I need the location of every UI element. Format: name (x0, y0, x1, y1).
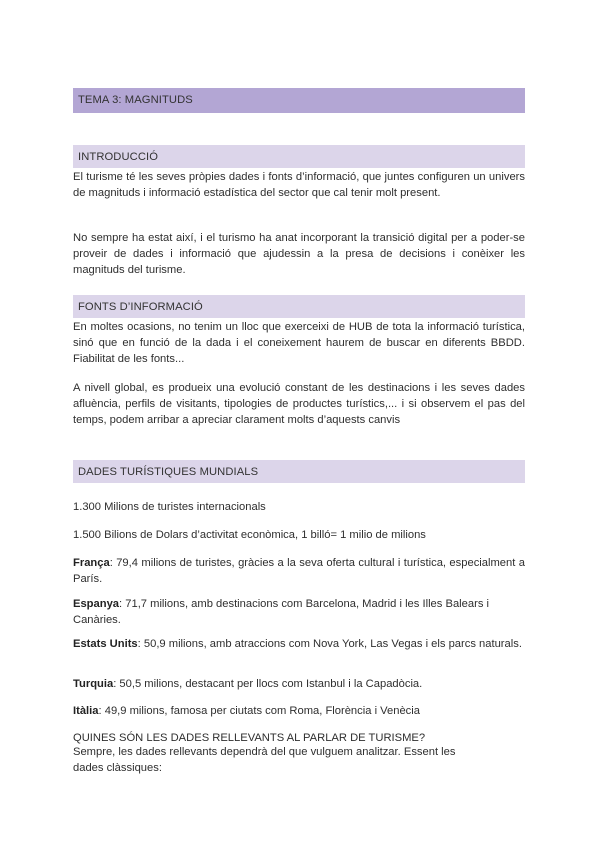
country-spain (73, 596, 525, 628)
fonts-paragraph-2: A nivell global, es produeix una evolució constant de les destinacions i les seves dades afluència, perfils de visitants, tipologies de productes turístics,... i si observem el pas del temps, podem arribar a apreciar clarament molts d’aquests canvis (73, 382, 525, 427)
country-text: : 50,9 milions, amb atraccions com Nova York, Las Vegas i els parcs naturals. (137, 638, 522, 650)
section-heading-introduccio: INTRODUCCIÓ (73, 145, 525, 168)
country-turkey (73, 676, 525, 692)
country-text: : 71,7 milions, amb destinacions com Barcelona, Madrid i les Illes Balears i Canàries. (73, 598, 490, 627)
country-france (73, 555, 525, 587)
answer-paragraph: Sempre, les dades rellevants dependrà del que vulguem analitzar. Essent les dades clàssiques: (73, 746, 456, 775)
section-heading-dades: DADES TURÍSTIQUES MUNDIALS (73, 460, 525, 483)
document-title: TEMA 3: MAGNITUDS (73, 88, 525, 113)
country-text: : 50,5 milions, destacant per llocs com Istanbul i la Capadòcia. (113, 678, 423, 690)
section-heading-fonts: FONTS D’INFORMACIÓ (73, 295, 525, 318)
question-heading: QUINES SÓN LES DADES RELLEVANTS AL PARLAR DE TURISME? (73, 732, 426, 744)
country-name: Estats Units (73, 638, 138, 650)
country-text: : 49,9 milions, famosa per ciutats com Roma, Florència i Venècia (98, 705, 420, 717)
fact-tourists: 1.300 Milions de turistes internacionals (73, 501, 266, 513)
country-name: Espanya (73, 598, 120, 610)
country-italy (73, 703, 525, 719)
fact-economy: 1.500 Bilions de Dolars d’activitat econòmica, 1 billó= 1 milio de milions (73, 529, 426, 541)
intro-paragraph-1: El turisme té les seves pròpies dades i fonts d’informació, que juntes configuren un univers de magnituds i informació estadística del sector que cal tenir molt present. (73, 171, 525, 200)
intro-paragraph-2: No sempre ha estat així, i el turismo ha anat incorporant la transició digital per a poder-se proveir de dades i informació que ajudessin a la presa de decisions i conèixer les magnituds del turisme. (73, 232, 525, 277)
country-usa (73, 636, 525, 652)
country-name: Turquia (73, 678, 114, 690)
country-name: França (73, 557, 110, 569)
country-name: Itàlia (73, 705, 99, 717)
fonts-paragraph-1: En moltes ocasions, no tenim un lloc que exerceixi de HUB de tota la informació turística, sinó que en funció de la dada i el coneixement haurem de buscar en diferents BBDD. Fiabilitat de les fonts... (73, 321, 525, 366)
country-text: : 79,4 milions de turistes, gràcies a la seva oferta cultural i turística, especialment a París. (73, 557, 525, 586)
